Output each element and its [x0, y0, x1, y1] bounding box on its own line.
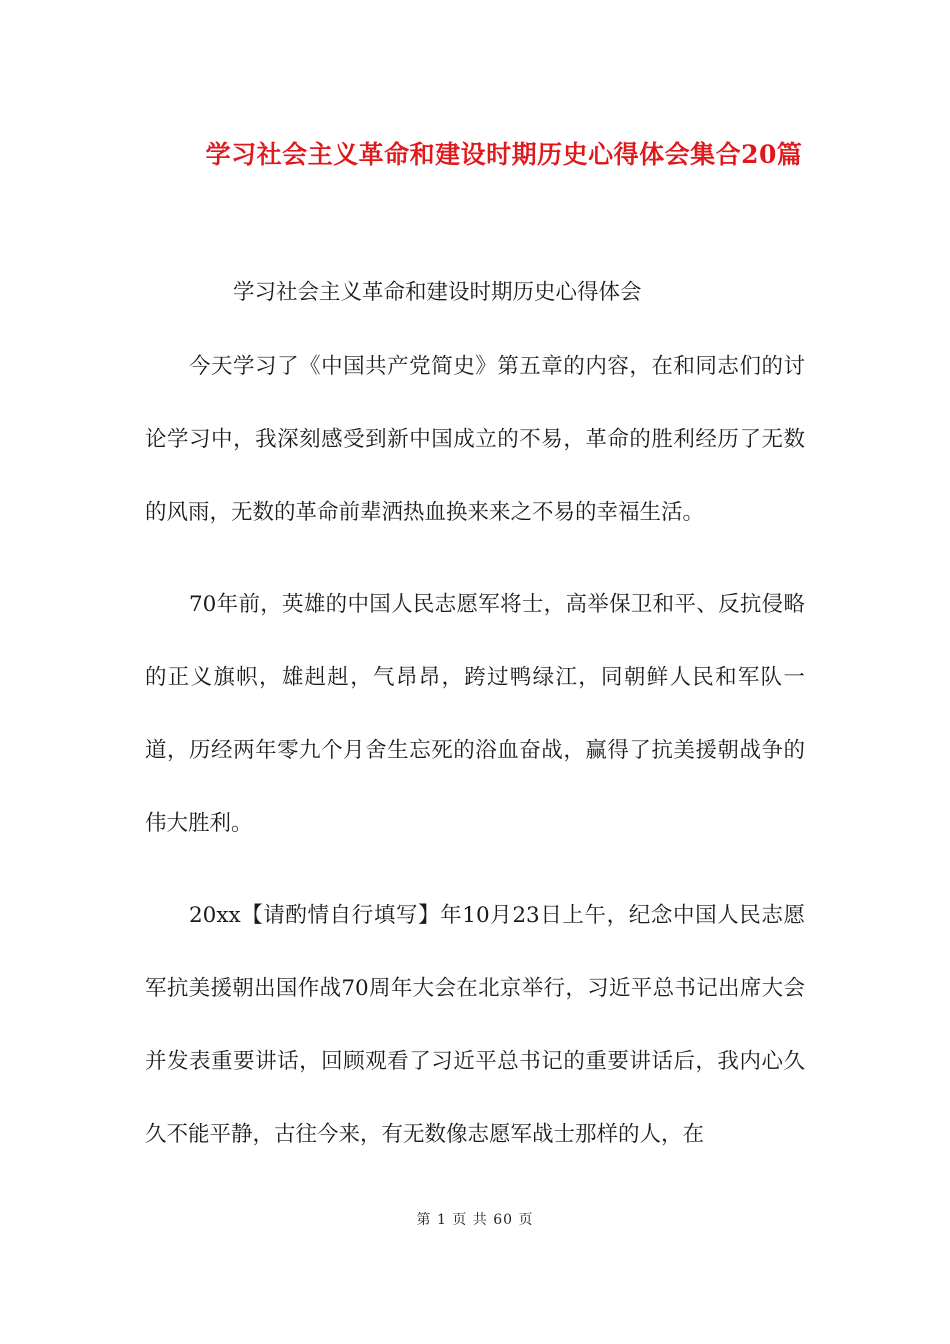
document-title: 学习社会主义革命和建设时期历史心得体会集合20篇: [205, 140, 803, 169]
document-body: [145, 275, 805, 1208]
paragraph-1: 今天学习了《中国共产党简史》第五章的内容，在和同志们的讨论学习中，我深刻感受到新中国成立的不易，革命的胜利经历了无数的风雨，无数的革命前辈洒热血换来来之不易的幸福生活。: [145, 354, 805, 525]
page-footer: 第 1 页 共 60 页: [416, 1212, 534, 1228]
paragraph-3: 20xx【请酌情自行填写】年10月23日上午，纪念中国人民志愿军抗美援朝出国作战70周年大会在北京举行，习近平总书记出席大会并发表重要讲话，回顾观看了习近平总书记的重要讲话后，我内心久久不能平静，古往今来，有无数像志愿军战士那样的人，在: [145, 903, 805, 1147]
section-subtitle: 学习社会主义革命和建设时期历史心得体会: [233, 280, 642, 305]
paragraph-2: 70年前，英雄的中国人民志愿军将士，高举保卫和平、反抗侵略的正义旗帜，雄赳赳，气昂昂，跨过鸭绿江，同朝鲜人民和军队一道，历经两年零九个月舍生忘死的浴血奋战，赢得了抗美援朝战争的伟大胜利。: [145, 592, 805, 836]
